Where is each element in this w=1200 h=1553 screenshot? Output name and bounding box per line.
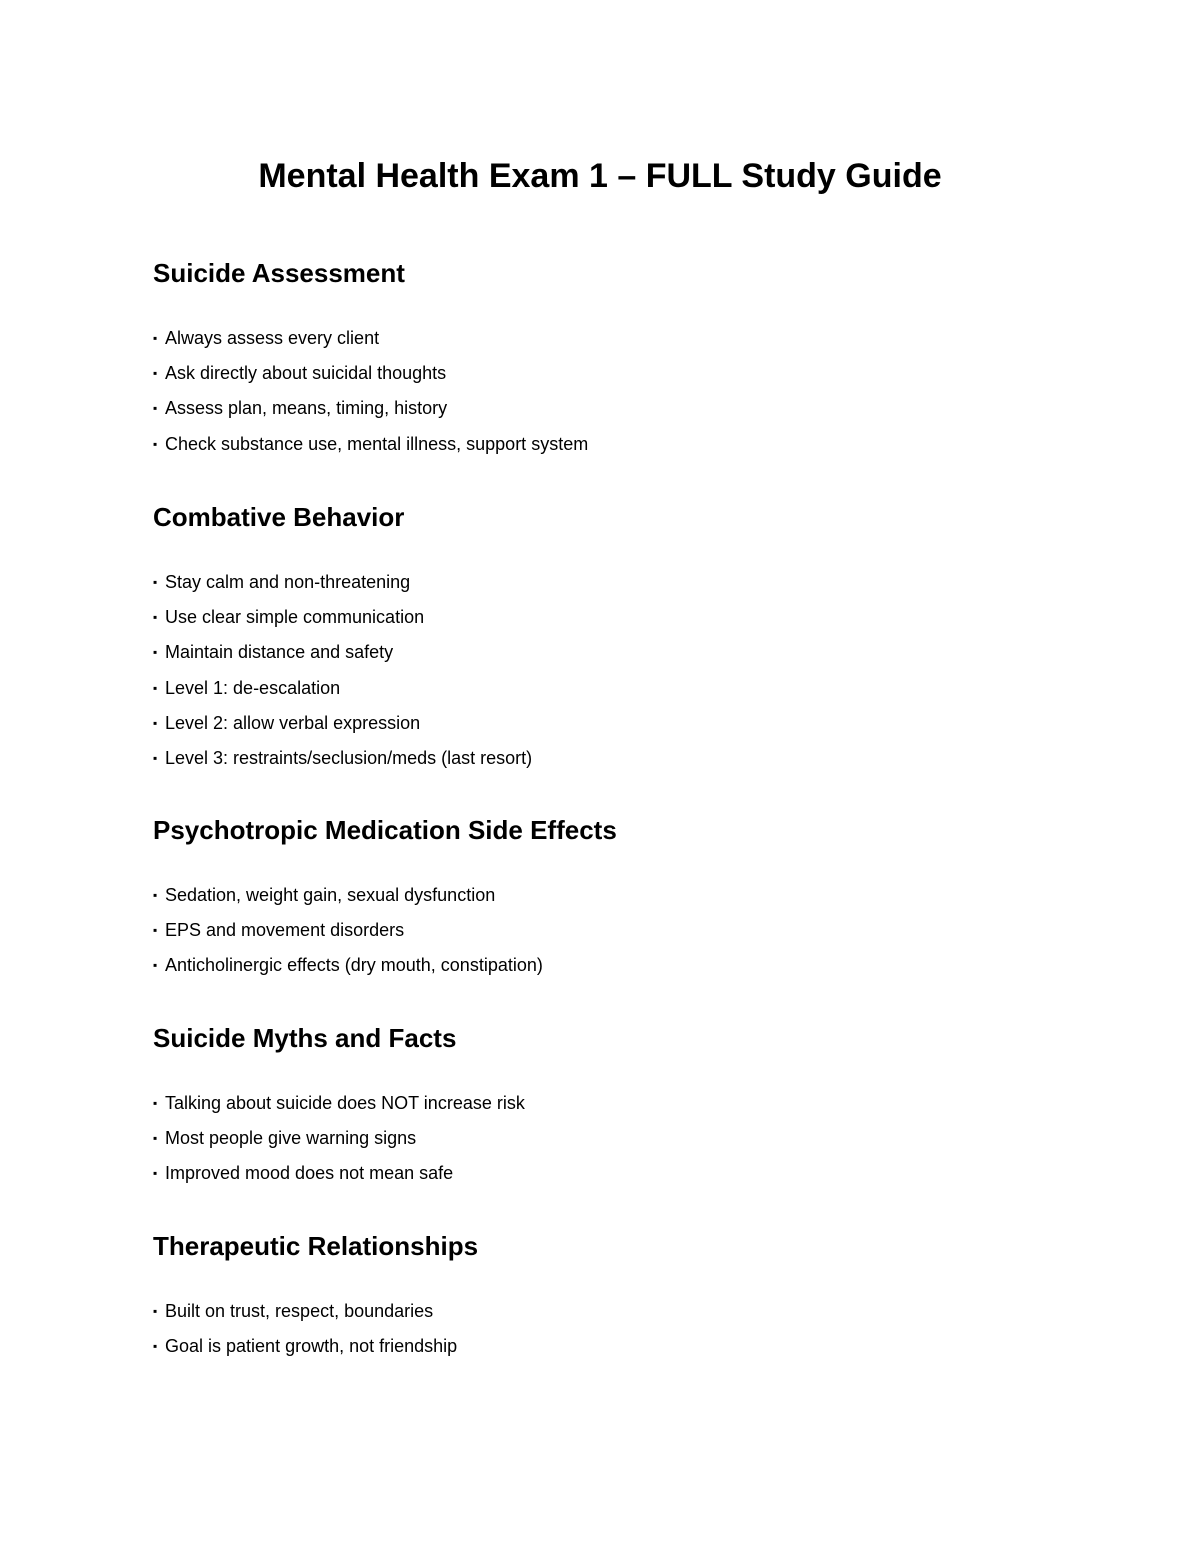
bullet-icon: ▪ bbox=[153, 888, 158, 902]
bullet-icon: ▪ bbox=[153, 401, 158, 416]
bullet-list bbox=[153, 1086, 1053, 1192]
bullet-icon: ▪ bbox=[153, 645, 158, 660]
bullet-icon: ▪ bbox=[153, 575, 158, 589]
bullet-icon: ▪ bbox=[153, 610, 158, 625]
section-heading: Therapeutic Relationships bbox=[153, 1231, 479, 1261]
bullet-icon: ▪ bbox=[153, 1339, 158, 1354]
document-title: Mental Health Exam 1 – FULL Study Guide bbox=[258, 157, 942, 195]
list-item-text: Anticholinergic effects (dry mouth, constipation) bbox=[165, 955, 543, 976]
list-item bbox=[153, 1329, 1053, 1364]
list-item-text: Level 1: de-escalation bbox=[165, 677, 341, 698]
list-item bbox=[153, 356, 1053, 391]
list-item bbox=[153, 1086, 1053, 1121]
list-item-text: Ask directly about suicidal thoughts bbox=[165, 363, 447, 384]
section-therapeutic-relationships bbox=[153, 1229, 1053, 1364]
list-item bbox=[153, 391, 1053, 426]
section-combative-behavior bbox=[153, 500, 1053, 776]
list-item-text: Talking about suicide does NOT increase risk bbox=[165, 1093, 525, 1113]
list-item bbox=[153, 1121, 1053, 1156]
list-item-text: Always assess every client bbox=[165, 328, 380, 348]
list-item-text: Built on trust, respect, boundaries bbox=[165, 1301, 434, 1321]
list-item-text: Improved mood does not mean safe bbox=[165, 1163, 454, 1184]
list-item-text: Goal is patient growth, not friendship bbox=[165, 1336, 458, 1357]
list-item-text: Maintain distance and safety bbox=[165, 642, 394, 663]
bullet-icon: ▪ bbox=[153, 923, 158, 938]
section-heading: Combative Behavior bbox=[153, 502, 405, 532]
bullet-icon: ▪ bbox=[153, 715, 158, 730]
section-psychotropic-side-effects bbox=[153, 813, 1053, 984]
list-item-text: Assess plan, means, timing, history bbox=[165, 398, 448, 419]
section-heading: Suicide Myths and Facts bbox=[153, 1023, 457, 1053]
bullet-icon: ▪ bbox=[153, 680, 158, 695]
list-item bbox=[153, 565, 1053, 600]
section-heading: Psychotropic Medication Side Effects bbox=[153, 815, 617, 845]
bullet-icon: ▪ bbox=[153, 958, 158, 973]
bullet-icon: ▪ bbox=[153, 436, 158, 451]
list-item bbox=[153, 671, 1053, 706]
list-item bbox=[153, 706, 1053, 741]
bullet-icon: ▪ bbox=[153, 1096, 158, 1110]
list-item bbox=[153, 741, 1053, 776]
section-heading: Suicide Assessment bbox=[153, 258, 405, 288]
list-item-text: Stay calm and non-threatening bbox=[165, 572, 411, 592]
bullet-list bbox=[153, 878, 1053, 984]
list-item bbox=[153, 1156, 1053, 1191]
list-item-text: EPS and movement disorders bbox=[165, 920, 405, 941]
section-suicide-myths-facts bbox=[153, 1021, 1053, 1192]
list-item bbox=[153, 321, 1053, 356]
bullet-icon: ▪ bbox=[153, 331, 158, 345]
list-item-text: Check substance use, mental illness, support system bbox=[165, 433, 589, 454]
bullet-list bbox=[153, 565, 1053, 776]
list-item bbox=[153, 635, 1053, 670]
list-item bbox=[153, 1294, 1053, 1329]
list-item-text: Level 3: restraints/seclusion/meds (last resort) bbox=[165, 747, 533, 768]
bullet-icon: ▪ bbox=[153, 750, 158, 765]
bullet-icon: ▪ bbox=[153, 1304, 158, 1318]
section-suicide-assessment bbox=[153, 256, 1053, 462]
bullet-list bbox=[153, 1294, 1053, 1364]
bullet-icon: ▪ bbox=[153, 1166, 158, 1181]
list-item-text: Use clear simple communication bbox=[165, 607, 425, 628]
list-item bbox=[153, 913, 1053, 948]
list-item bbox=[153, 600, 1053, 635]
list-item-text: Sedation, weight gain, sexual dysfunction bbox=[165, 885, 496, 905]
list-item-text: Most people give warning signs bbox=[165, 1128, 417, 1149]
list-item bbox=[153, 878, 1053, 913]
bullet-list bbox=[153, 321, 1053, 462]
bullet-icon: ▪ bbox=[153, 1131, 158, 1146]
list-item bbox=[153, 948, 1053, 983]
bullet-icon: ▪ bbox=[153, 366, 158, 381]
list-item bbox=[153, 427, 1053, 462]
list-item-text: Level 2: allow verbal expression bbox=[165, 712, 421, 733]
